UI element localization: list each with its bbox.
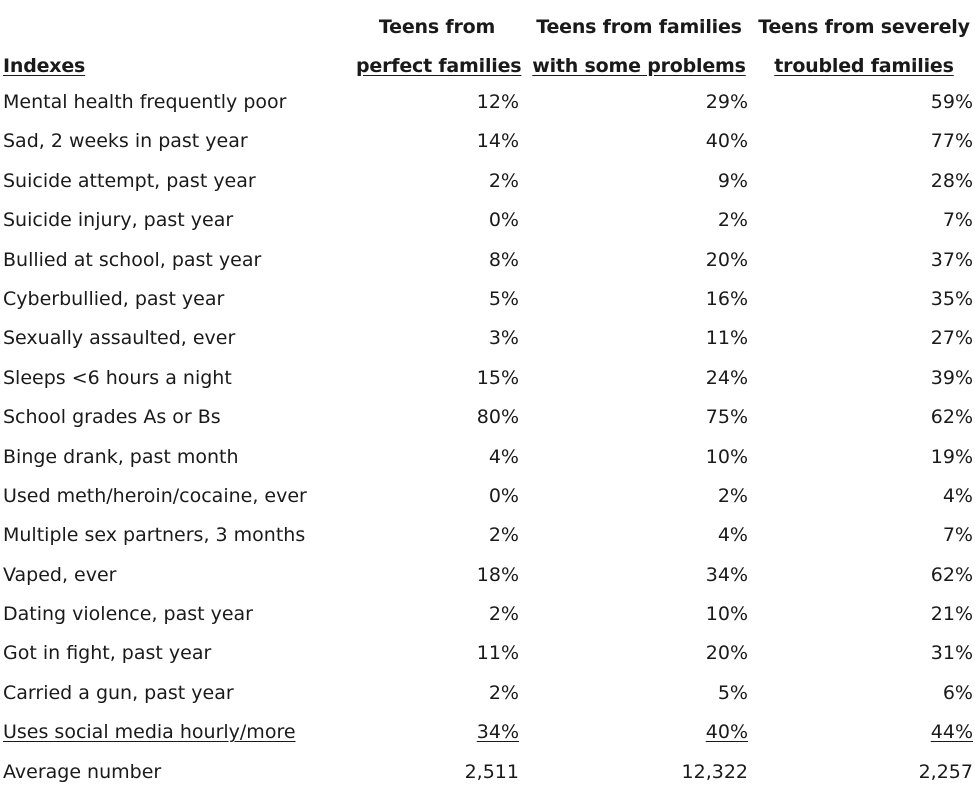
cell-severely-troubled: 59% <box>930 91 973 113</box>
header-perfect-families <box>356 8 522 86</box>
cell-perfect-families: 11% <box>476 642 519 665</box>
cell-some-problems: 40% <box>705 721 748 744</box>
cell-perfect-families: 4% <box>488 445 519 468</box>
cell-some-problems: 10% <box>705 445 748 468</box>
table-row <box>0 83 975 122</box>
cell-some-problems: 10% <box>705 603 748 626</box>
table-row <box>0 162 975 201</box>
cell-perfect-families: 2% <box>488 524 519 547</box>
row-label: Vaped, ever <box>3 563 117 586</box>
row-label: Suicide attempt, past year <box>3 169 256 192</box>
cell-some-problems: 16% <box>705 287 748 310</box>
cell-severely-troubled: 35% <box>930 287 973 310</box>
table-row <box>0 359 975 398</box>
cell-severely-troubled: 62% <box>930 563 973 586</box>
cell-some-problems: 5% <box>717 681 748 704</box>
row-label: Suicide injury, past year <box>3 209 234 232</box>
cell-some-problems: 20% <box>705 248 748 271</box>
table-row <box>0 634 975 673</box>
cell-perfect-families: 34% <box>476 721 519 744</box>
table-row <box>0 319 975 358</box>
cell-severely-troubled: 4% <box>942 484 973 507</box>
table-row <box>0 201 975 240</box>
cell-perfect-families: 0% <box>488 484 519 507</box>
cell-perfect-families: 2% <box>488 169 519 192</box>
cell-severely-troubled: 28% <box>930 169 973 192</box>
table-row <box>0 398 975 437</box>
cell-some-problems: 12,322 <box>681 760 748 783</box>
row-label: Dating violence, past year <box>3 603 253 626</box>
cell-some-problems: 2% <box>717 209 748 232</box>
row-label: Mental health frequently poor <box>3 91 287 113</box>
cell-severely-troubled: 19% <box>930 445 973 468</box>
cell-perfect-families: 2% <box>488 603 519 626</box>
cell-severely-troubled: 44% <box>930 721 973 744</box>
cell-severely-troubled: 62% <box>930 406 973 429</box>
table-row <box>0 280 975 319</box>
table-row <box>0 241 975 280</box>
cell-some-problems: 4% <box>717 524 748 547</box>
header-indexes <box>3 8 85 86</box>
table-row <box>0 438 975 477</box>
cell-perfect-families: 3% <box>488 327 519 350</box>
cell-perfect-families: 5% <box>488 287 519 310</box>
row-label: Bullied at school, past year <box>3 248 262 271</box>
table-row <box>0 556 975 595</box>
row-label: Cyberbullied, past year <box>3 287 225 310</box>
cell-some-problems: 75% <box>705 406 748 429</box>
cell-some-problems: 24% <box>705 366 748 389</box>
cell-perfect-families: 18% <box>476 563 519 586</box>
cell-perfect-families: 0% <box>488 209 519 232</box>
header-severely-troubled-line1: Teens from severely <box>758 16 970 38</box>
cell-perfect-families: 12% <box>476 91 519 113</box>
cell-severely-troubled: 39% <box>930 366 973 389</box>
cell-severely-troubled: 77% <box>930 130 973 153</box>
row-label: Sleeps <6 hours a night <box>3 366 232 389</box>
cell-severely-troubled: 2,257 <box>918 760 973 783</box>
row-label: Carried a gun, past year <box>3 681 234 704</box>
cell-severely-troubled: 31% <box>930 642 973 665</box>
cell-severely-troubled: 21% <box>930 603 973 626</box>
cell-some-problems: 29% <box>705 91 748 113</box>
table-row <box>0 674 975 713</box>
cell-some-problems: 40% <box>705 130 748 153</box>
cell-severely-troubled: 37% <box>930 248 973 271</box>
header-perfect-line1: Teens from <box>378 16 496 38</box>
row-label: Got in fight, past year <box>3 642 212 665</box>
table-header <box>0 8 975 80</box>
table-row <box>0 516 975 555</box>
cell-perfect-families: 15% <box>476 366 519 389</box>
cell-some-problems: 9% <box>717 169 748 192</box>
cell-severely-troubled: 7% <box>942 524 973 547</box>
table-row <box>0 477 975 516</box>
cell-perfect-families: 2,511 <box>464 760 519 783</box>
table-row <box>0 595 975 634</box>
cell-perfect-families: 80% <box>476 406 519 429</box>
cell-perfect-families: 8% <box>488 248 519 271</box>
cell-some-problems: 2% <box>717 484 748 507</box>
cell-severely-troubled: 7% <box>942 209 973 232</box>
header-some-problems-line1: Teens from families <box>536 16 742 38</box>
row-label: Used meth/heroin/cocaine, ever <box>3 484 307 507</box>
cell-perfect-families: 2% <box>488 681 519 704</box>
header-some-problems <box>530 8 748 86</box>
header-severely-troubled-line2: troubled families <box>774 55 954 77</box>
table-row <box>0 753 975 792</box>
row-label: Sad, 2 weeks in past year <box>3 130 248 153</box>
cell-perfect-families: 14% <box>476 130 519 153</box>
row-label: School grades As or Bs <box>3 406 221 429</box>
header-severely-troubled <box>756 8 972 86</box>
table-row <box>0 122 975 161</box>
row-label: Sexually assaulted, ever <box>3 327 236 350</box>
row-label: Average number <box>3 760 162 783</box>
table-row <box>0 713 975 752</box>
cell-some-problems: 11% <box>705 327 748 350</box>
cell-severely-troubled: 6% <box>942 681 973 704</box>
cell-some-problems: 20% <box>705 642 748 665</box>
table-body <box>0 83 975 792</box>
cell-some-problems: 34% <box>705 563 748 586</box>
row-label: Binge drank, past month <box>3 445 239 468</box>
header-indexes-label: Indexes <box>3 55 86 77</box>
header-perfect-line2: perfect families <box>356 55 522 77</box>
cell-severely-troubled: 27% <box>930 327 973 350</box>
row-label: Multiple sex partners, 3 months <box>3 524 306 547</box>
row-label: Uses social media hourly/more <box>3 721 296 744</box>
header-some-problems-line2: with some problems <box>532 55 746 77</box>
